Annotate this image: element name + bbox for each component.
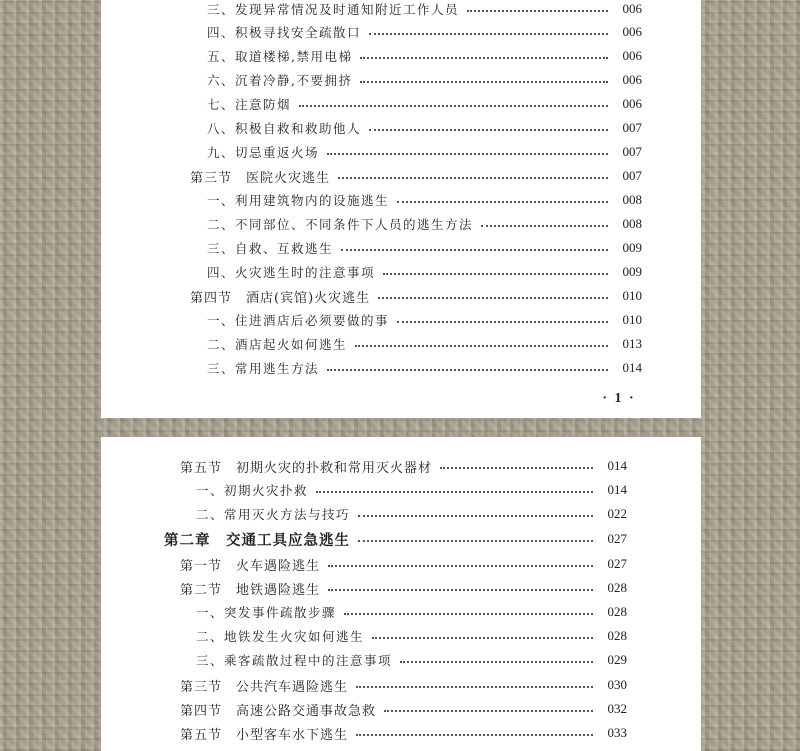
toc-entry bbox=[207, 334, 642, 354]
leader-dots bbox=[372, 637, 593, 639]
leader-dots bbox=[356, 734, 593, 736]
leader-dots bbox=[397, 201, 608, 203]
toc-entry bbox=[196, 602, 627, 622]
toc-entry bbox=[196, 504, 627, 524]
toc-entry bbox=[207, 22, 642, 42]
toc-entry-page: 014 bbox=[607, 458, 627, 473]
toc-entry-title: 三、常用逃生方法 bbox=[207, 361, 320, 376]
toc-entry-page: 028 bbox=[607, 628, 627, 643]
toc-entry-page: 006 bbox=[622, 1, 642, 16]
toc-entry-page: 013 bbox=[622, 336, 642, 351]
toc-section bbox=[190, 166, 642, 186]
toc-entry bbox=[207, 70, 642, 90]
toc-chapter bbox=[164, 529, 627, 549]
toc-section bbox=[180, 456, 627, 476]
leader-dots bbox=[327, 369, 608, 371]
toc-entry bbox=[207, 142, 642, 162]
toc-entry-page: 032 bbox=[607, 701, 627, 716]
toc-entry-page: 014 bbox=[607, 482, 627, 497]
toc-entry-title: 二、不同部位、不同条件下人员的逃生方法 bbox=[207, 217, 474, 232]
toc-entry-page: 022 bbox=[607, 506, 627, 521]
leader-dots bbox=[440, 467, 593, 469]
leader-dots bbox=[316, 491, 593, 493]
toc-entry-page: 027 bbox=[607, 531, 627, 546]
toc-entry bbox=[207, 46, 642, 66]
toc-section bbox=[180, 578, 627, 598]
toc-entry bbox=[207, 94, 642, 114]
leader-dots bbox=[384, 710, 593, 712]
toc-entry-page: 028 bbox=[607, 580, 627, 595]
toc-section-title: 第三节 公共汽车遇险逃生 bbox=[180, 679, 349, 695]
toc-section-title: 第一节 火车遇险逃生 bbox=[180, 558, 321, 574]
toc-entry-page: 027 bbox=[607, 556, 627, 571]
toc-entry bbox=[196, 626, 627, 646]
leader-dots bbox=[360, 57, 608, 59]
toc-section-title: 第四节 高速公路交通事故急救 bbox=[180, 703, 377, 719]
toc-entry-page: 009 bbox=[622, 240, 642, 255]
toc-entry-title: 一、利用建筑物内的设施逃生 bbox=[207, 193, 390, 208]
leader-dots bbox=[299, 105, 608, 107]
toc-section bbox=[190, 286, 642, 306]
toc-entry bbox=[207, 190, 642, 210]
toc-entry-page: 006 bbox=[622, 24, 642, 39]
toc-entry-page: 006 bbox=[622, 96, 642, 111]
toc-entry-page: 006 bbox=[622, 48, 642, 63]
toc-entry bbox=[207, 358, 642, 378]
toc-section bbox=[180, 675, 627, 695]
leader-dots bbox=[327, 153, 608, 155]
toc-section-title: 第三节 医院火灾逃生 bbox=[190, 170, 331, 186]
toc-entry bbox=[207, 310, 642, 330]
toc-entry-page: 010 bbox=[622, 312, 642, 327]
book-page-bottom bbox=[101, 437, 701, 751]
toc-entry-page: 028 bbox=[607, 604, 627, 619]
toc-entry-page: 007 bbox=[622, 168, 642, 183]
toc-entry-page: 007 bbox=[622, 144, 642, 159]
toc-section-title: 第五节 小型客车水下逃生 bbox=[180, 727, 349, 743]
toc-entry-title: 三、乘客疏散过程中的注意事项 bbox=[196, 653, 393, 668]
leader-dots bbox=[467, 10, 608, 12]
toc-entry-page: 009 bbox=[622, 264, 642, 279]
toc-entry-title: 八、积极自救和救助他人 bbox=[207, 121, 362, 136]
leader-dots bbox=[328, 589, 593, 591]
toc-section bbox=[180, 723, 627, 743]
toc-entry bbox=[207, 0, 642, 19]
leader-dots bbox=[341, 249, 608, 251]
leader-dots bbox=[481, 225, 608, 227]
toc-entry-page: 008 bbox=[622, 192, 642, 207]
toc-entry-title: 四、积极寻找安全疏散口 bbox=[207, 25, 362, 40]
toc-entry-page: 006 bbox=[622, 72, 642, 87]
toc-entry-title: 七、注意防烟 bbox=[207, 97, 292, 112]
toc-entry-title: 三、自救、互救逃生 bbox=[207, 241, 334, 256]
leader-dots bbox=[338, 177, 608, 179]
toc-entry-page: 008 bbox=[622, 216, 642, 231]
toc-entry-title: 三、发现异常情况及时通知附近工作人员 bbox=[207, 2, 460, 17]
toc-entry-title: 二、地铁发生火灾如何逃生 bbox=[196, 629, 365, 644]
leader-dots bbox=[397, 321, 608, 323]
leader-dots bbox=[344, 613, 593, 615]
toc-entry-page: 033 bbox=[607, 725, 627, 740]
toc-entry-title: 一、突发事件疏散步骤 bbox=[196, 605, 337, 620]
toc-entry bbox=[207, 262, 642, 282]
page-number: · 1 · bbox=[602, 391, 636, 406]
leader-dots bbox=[360, 81, 608, 83]
toc-entry-title: 六、沉着冷静,不要拥挤 bbox=[207, 73, 353, 88]
toc-entry bbox=[207, 238, 642, 258]
toc-entry-title: 九、切忌重返火场 bbox=[207, 145, 320, 160]
leader-dots bbox=[383, 273, 608, 275]
leader-dots bbox=[356, 686, 593, 688]
toc-section-title: 第四节 酒店(宾馆)火灾逃生 bbox=[190, 290, 371, 306]
toc-entry-page: 030 bbox=[607, 677, 627, 692]
leader-dots bbox=[369, 33, 608, 35]
toc-entry-page: 029 bbox=[607, 652, 627, 667]
leader-dots bbox=[400, 661, 593, 663]
toc-entry-title: 五、取道楼梯,禁用电梯 bbox=[207, 49, 353, 64]
toc-entry bbox=[207, 214, 642, 234]
leader-dots bbox=[355, 345, 608, 347]
leader-dots bbox=[378, 297, 608, 299]
toc-entry-title: 二、常用灭火方法与技巧 bbox=[196, 507, 351, 522]
toc-section-title: 第五节 初期火灾的扑救和常用灭火器材 bbox=[180, 460, 433, 476]
book-page-top bbox=[101, 0, 701, 418]
toc-section bbox=[180, 554, 627, 574]
leader-dots bbox=[358, 515, 593, 517]
toc-entry-title: 一、住进酒店后必须要做的事 bbox=[207, 313, 390, 328]
toc-section bbox=[180, 699, 627, 719]
leader-dots bbox=[369, 129, 608, 131]
toc-entry-page: 010 bbox=[622, 288, 642, 303]
toc-entry-page: 007 bbox=[622, 120, 642, 135]
toc-entry-title: 二、酒店起火如何逃生 bbox=[207, 337, 348, 352]
toc-entry-title: 一、初期火灾扑救 bbox=[196, 483, 309, 498]
toc-entry bbox=[196, 480, 627, 500]
toc-entry bbox=[207, 118, 642, 138]
leader-dots bbox=[328, 565, 593, 567]
toc-section-title: 第二节 地铁遇险逃生 bbox=[180, 582, 321, 598]
toc-entry-title: 四、火灾逃生时的注意事项 bbox=[207, 265, 376, 280]
toc-chapter-title: 第二章 交通工具应急逃生 bbox=[164, 531, 350, 549]
toc-entry-page: 014 bbox=[622, 360, 642, 375]
leader-dots bbox=[358, 540, 593, 542]
toc-entry bbox=[196, 650, 627, 670]
